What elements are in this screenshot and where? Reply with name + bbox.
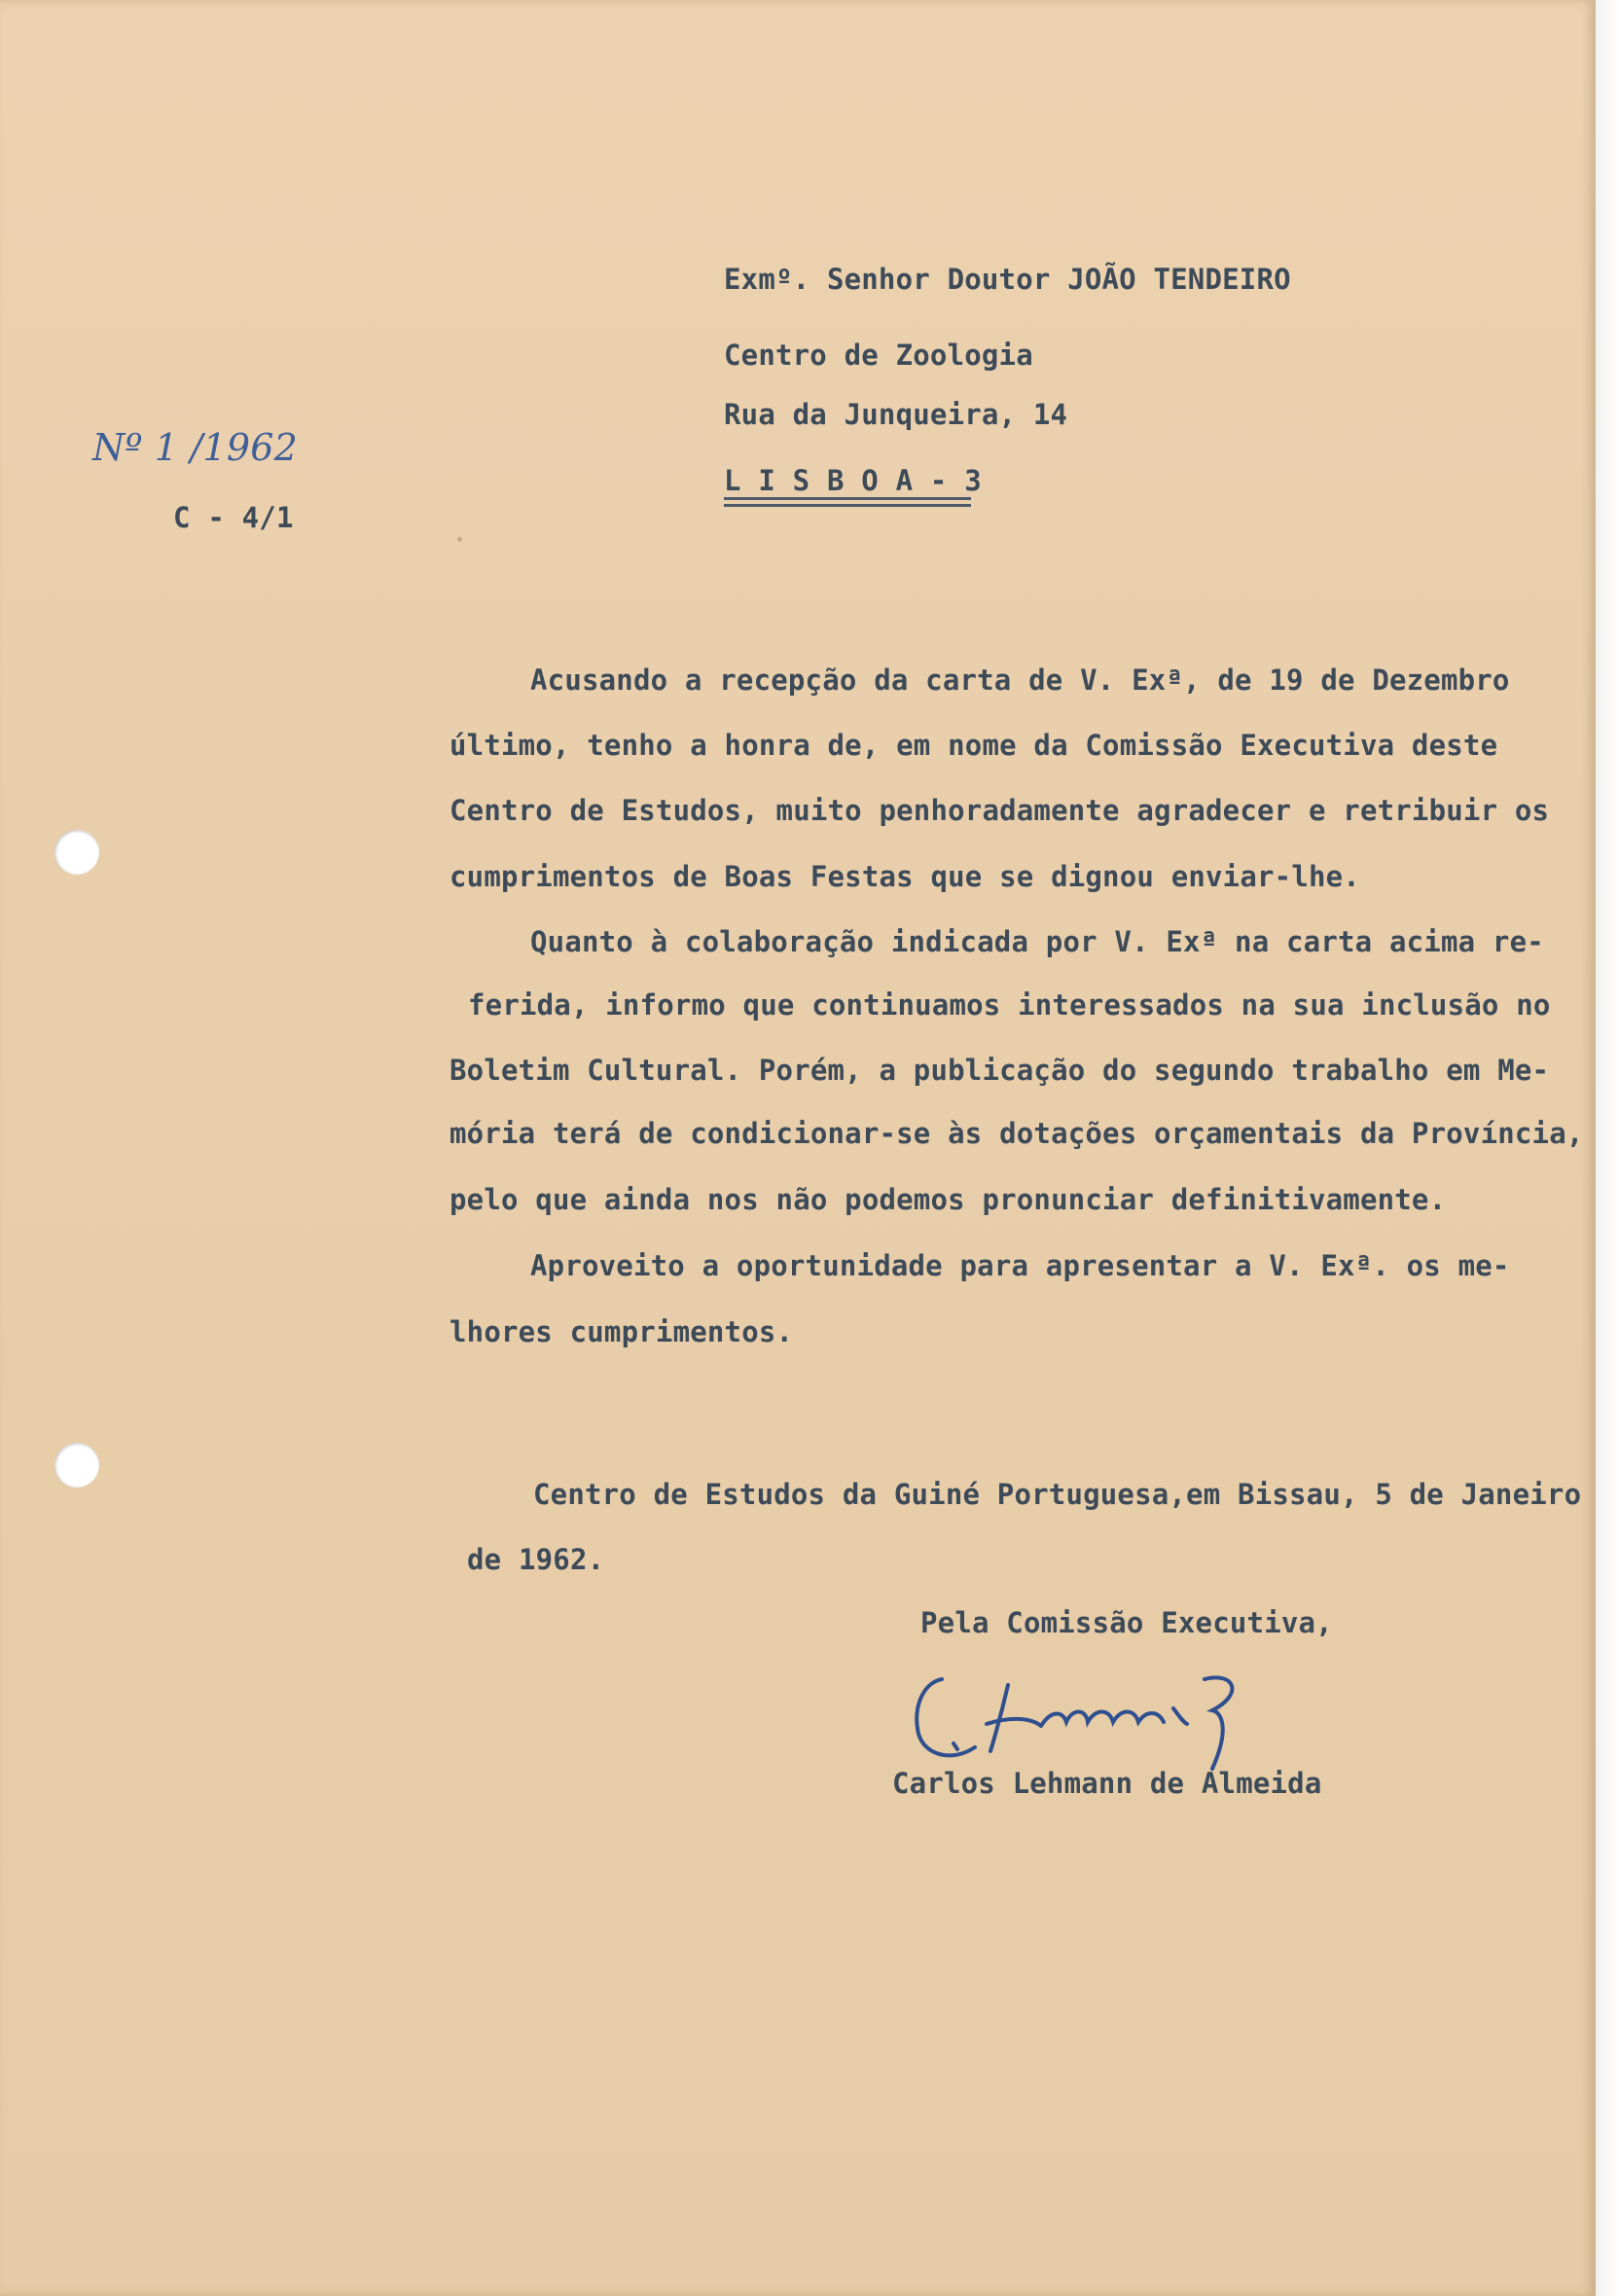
place-date-line-1: Centro de Estudos da Guiné Portuguesa,em Bissau, 5 de Janeiro xyxy=(533,1478,1582,1511)
page-edge xyxy=(1596,0,1619,2296)
addressee-line-3: Rua da Junqueira, 14 xyxy=(724,398,1068,431)
addressee-line-2: Centro de Zoologia xyxy=(724,339,1033,372)
body-line: Centro de Estudos, muito penhoradamente agradecer e retribuir os xyxy=(450,794,1550,827)
punch-hole-bottom xyxy=(54,1443,99,1488)
punch-hole-top xyxy=(54,830,99,875)
city-double-underline xyxy=(724,497,971,507)
body-line: Aproveito a oportunidade para apresentar a V. Exª. os me- xyxy=(530,1249,1510,1282)
handwritten-signature xyxy=(895,1662,1304,1778)
reference-code: C - 4/1 xyxy=(173,501,294,534)
reference-number: Nº 1 /1962 xyxy=(92,426,298,469)
paper-speck xyxy=(457,537,462,542)
body-line: cumprimentos de Boas Festas que se dignou enviar-lhe. xyxy=(450,860,1360,893)
signatory-label: Pela Comissão Executiva, xyxy=(920,1606,1333,1639)
addressee-city: L I S B O A - 3 xyxy=(724,464,982,497)
body-line: mória terá de condicionar-se às dotações orçamentais da Província, xyxy=(450,1117,1584,1150)
body-line: Acusando a recepção da carta de V. Exª, de 19 de Dezembro xyxy=(530,664,1510,697)
body-line: Boletim Cultural. Porém, a publicação do segundo trabalho em Me- xyxy=(450,1054,1550,1087)
body-line: Quanto à colaboração indicada por V. Exª na carta acima re- xyxy=(530,925,1544,958)
body-line: pelo que ainda nos não podemos pronunciar definitivamente. xyxy=(450,1183,1447,1216)
addressee-line-1: Exmº. Senhor Doutor JOÃO TENDEIRO xyxy=(724,263,1291,296)
body-line: último, tenho a honra de, em nome da Comissão Executiva deste xyxy=(450,729,1498,762)
body-line: ferida, informo que continuamos interessados na sua inclusão no xyxy=(468,988,1551,1022)
signatory-name: Carlos Lehmann de Almeida xyxy=(892,1767,1322,1800)
place-date-line-2: de 1962. xyxy=(467,1543,605,1576)
body-line: lhores cumprimentos. xyxy=(450,1315,794,1348)
